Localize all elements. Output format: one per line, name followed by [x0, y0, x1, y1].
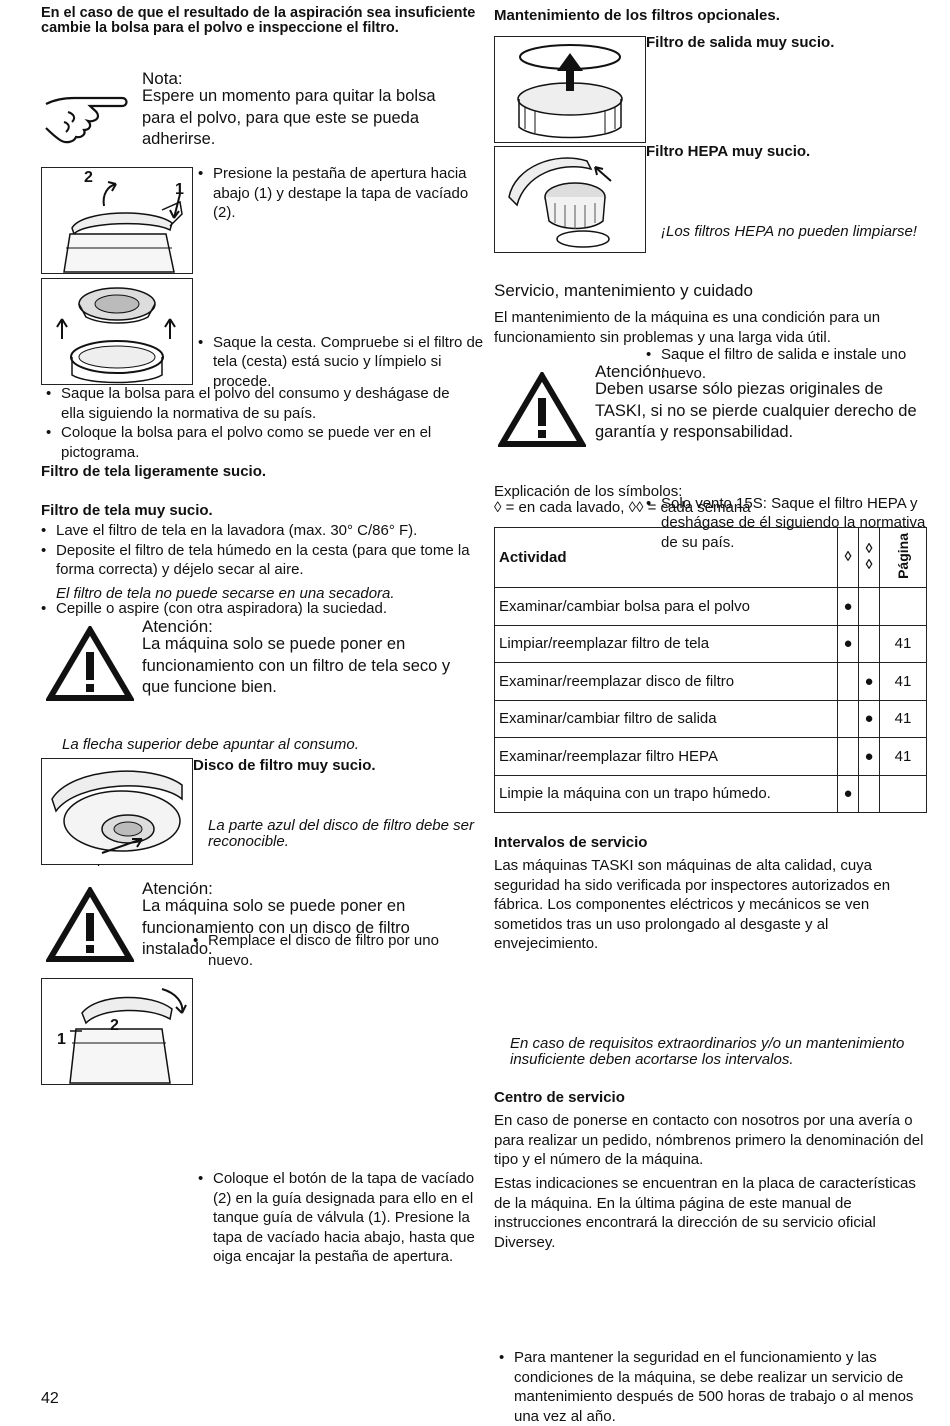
outlet-heading: Filtro de salida muy sucio.	[646, 34, 835, 51]
row-mark-week	[859, 625, 880, 663]
row-page	[880, 588, 927, 626]
row-mark-wash: ●	[838, 775, 859, 813]
row-activity: Examinar/cambiar bolsa para el polvo	[495, 588, 838, 626]
outlet-filter-figure	[494, 36, 646, 143]
filter-disc-figure	[41, 758, 193, 865]
wash-filter-item: • Lave el filtro de tela en la lavadora (max. 30° C/86° F).	[41, 521, 473, 541]
close-lid-figure	[41, 978, 193, 1085]
page-number: 42	[41, 1390, 59, 1407]
row-activity: Limpie la máquina con un trapo húmedo.	[495, 775, 838, 813]
activity-table	[494, 527, 927, 813]
hepa-item: • Solo vento 15S: Saque el filtro HEPA y deshágase de él siguiendo la normativa de su país.	[646, 494, 941, 553]
step-remove-basket: • Saque la cesta. Compruebe si el filtro de tela (cesta) está sucio y límpielo si procede.	[198, 333, 488, 392]
hepa-heading: Filtro HEPA muy sucio.	[646, 143, 811, 160]
intervals-heading: Intervalos de servicio	[494, 834, 648, 851]
table-row	[495, 738, 927, 776]
hepa-filter-figure	[494, 146, 646, 253]
header-col-wash: ◊	[838, 528, 859, 588]
fig4-label-1: 1	[57, 1031, 66, 1048]
intro-text: En el caso de que el resultado de la aspiración sea insuficiente cambie la bolsa para el polvo e inspeccione el filtro.	[41, 5, 476, 36]
note1-title: Nota:	[142, 69, 183, 88]
bag-remove-item: • Saque la bolsa para el polvo del consumo y deshágase de ella siguiendo la normativa de su país.	[46, 384, 474, 423]
warn1-text: La máquina solo se puede poner en funcionamiento con un filtro de tela seco y que funcione bien.	[142, 635, 451, 696]
row-mark-wash	[838, 700, 859, 738]
dry-filter-item: • Deposite el filtro de tela húmedo en la cesta (para que tome la forma correcta) y déjelo secar al aire.	[41, 541, 473, 580]
row-page	[880, 775, 927, 813]
warn2-title: Atención:	[142, 879, 213, 898]
fig4-label-2: 2	[110, 1017, 119, 1034]
row-activity: Examinar/cambiar filtro de salida	[495, 700, 838, 738]
row-page: 41	[880, 738, 927, 776]
service-center-heading: Centro de servicio	[494, 1089, 625, 1106]
light-dirty-heading: Filtro de tela ligeramente sucio.	[41, 463, 267, 480]
warn3-text: Deben usarse sólo piezas originales de TASKI, si no se pierde cualquier derecho de garantía y responsabilidad.	[595, 380, 917, 441]
basket-figure	[41, 278, 193, 385]
fig1-label-2: 2	[84, 169, 93, 186]
warn1-title: Atención:	[142, 617, 213, 636]
note1-text: Espere un momento para quitar la bolsa para el polvo, para que este se pueda adherirse.	[142, 87, 436, 148]
row-mark-week: ●	[859, 700, 880, 738]
row-mark-week: ●	[859, 738, 880, 776]
warning-icon	[46, 626, 134, 702]
table-row	[495, 775, 927, 813]
warning-icon	[498, 372, 586, 448]
row-mark-week	[859, 775, 880, 813]
header-col-week: ◊◊	[859, 528, 880, 588]
table-header-row	[495, 528, 927, 588]
table-row	[495, 625, 927, 663]
row-page: 41	[880, 700, 927, 738]
outlet-item: • Saque el filtro de salida e instale uno nuevo.	[646, 345, 941, 384]
hand-pointer-icon	[44, 92, 134, 148]
service-center-text1: En caso de ponerse en contacto con nosotros por una avería o para realizar un pedido, nómbrenos primero la denominación del tipo y el número de la máquina.	[494, 1112, 924, 1168]
open-lid-figure	[41, 167, 193, 274]
row-activity: Examinar/reemplazar filtro HEPA	[495, 738, 838, 776]
light-dirty-item: • Cepille o aspire (con otra aspiradora) la suciedad.	[41, 599, 486, 619]
service-center-text2: Estas indicaciones se encuentran en la placa de características de la máquina. En la última página de este manual de instrucciones encontrará la dirección de su servicio oficial Diversey.	[494, 1175, 916, 1251]
row-mark-wash: ●	[838, 625, 859, 663]
service-heading: Servicio, mantenimiento y cuidado	[494, 281, 753, 300]
disc-note: La parte azul del disco de filtro debe ser reconocible.	[208, 817, 474, 850]
row-page: 41	[880, 625, 927, 663]
table-row	[495, 700, 927, 738]
header-activity: Actividad	[495, 528, 838, 588]
row-mark-week: ●	[859, 663, 880, 701]
row-activity: Examinar/reemplazar disco de filtro	[495, 663, 838, 701]
very-dirty-heading: Filtro de tela muy sucio.	[41, 502, 213, 519]
row-mark-wash	[838, 663, 859, 701]
warning-icon	[46, 887, 134, 963]
hepa-note: ¡Los filtros HEPA no pueden limpiarse!	[661, 223, 917, 240]
row-mark-week	[859, 588, 880, 626]
step-open-lid: • Presione la pestaña de apertura hacia abajo (1) y destape la tapa de vacíado (2).	[198, 164, 488, 223]
row-activity: Limpiar/reemplazar filtro de tela	[495, 625, 838, 663]
arrow-note: La flecha superior debe apuntar al consumo.	[62, 736, 359, 753]
service-text: El mantenimiento de la máquina es una condición para un funcionamiento sin problemas y una larga vida útil.	[494, 309, 881, 346]
dryer-note: El filtro de tela no puede secarse en una secadora.	[56, 585, 395, 602]
disc-heading: Disco de filtro muy sucio.	[193, 757, 376, 774]
bag-insert-item: • Coloque la bolsa para el polvo como se puede ver en el pictograma.	[46, 423, 474, 462]
row-mark-wash: ●	[838, 588, 859, 626]
intervals-item: • Para mantener la seguridad en el funcionamiento y las condiciones de la máquina, se debe realizar un servicio de mantenimiento después de 500 horas de trabajo o al menos una vez al año.	[499, 1348, 941, 1426]
header-col-page: Página	[880, 528, 927, 588]
table-row	[495, 588, 927, 626]
optional-filters-heading: Mantenimiento de los filtros opcionales.	[494, 7, 780, 24]
table-row	[495, 663, 927, 701]
step-close-lid: • Coloque el botón de la tapa de vacíado (2) en la guía designada para ello en el tanque guía de válvula (1). Presione la tapa de vacíado hacia abajo, hasta que oiga encajar la pestaña de apertura.	[198, 1169, 488, 1267]
warn3-title: Atención:	[595, 362, 666, 381]
row-page: 41	[880, 663, 927, 701]
symbols-text: ◊ = en cada lavado, ◊◊ = cada semana	[494, 499, 751, 516]
fig1-label-1: 1	[175, 181, 184, 198]
warn2-text: La máquina solo se puede poner en funcionamiento con un disco de filtro instalado.	[142, 897, 410, 958]
row-mark-wash	[838, 738, 859, 776]
symbols-title: Explicación de los símbolos:	[494, 483, 683, 500]
intervals-note: En caso de requisitos extraordinarios y/o un mantenimiento insuficiente deben acortarse los intervalos.	[510, 1035, 905, 1068]
intervals-text: Las máquinas TASKI son máquinas de alta calidad, cuya seguridad ha sido verificada por inspectores autorizados en fábrica. Los componentes eléctricos y mecánicos se ven sometidos tras un uso prolongado al desgaste y al envejecimiento.	[494, 857, 891, 952]
disc-replace-item: • Remplace el disco de filtro por uno nuevo.	[193, 931, 483, 970]
